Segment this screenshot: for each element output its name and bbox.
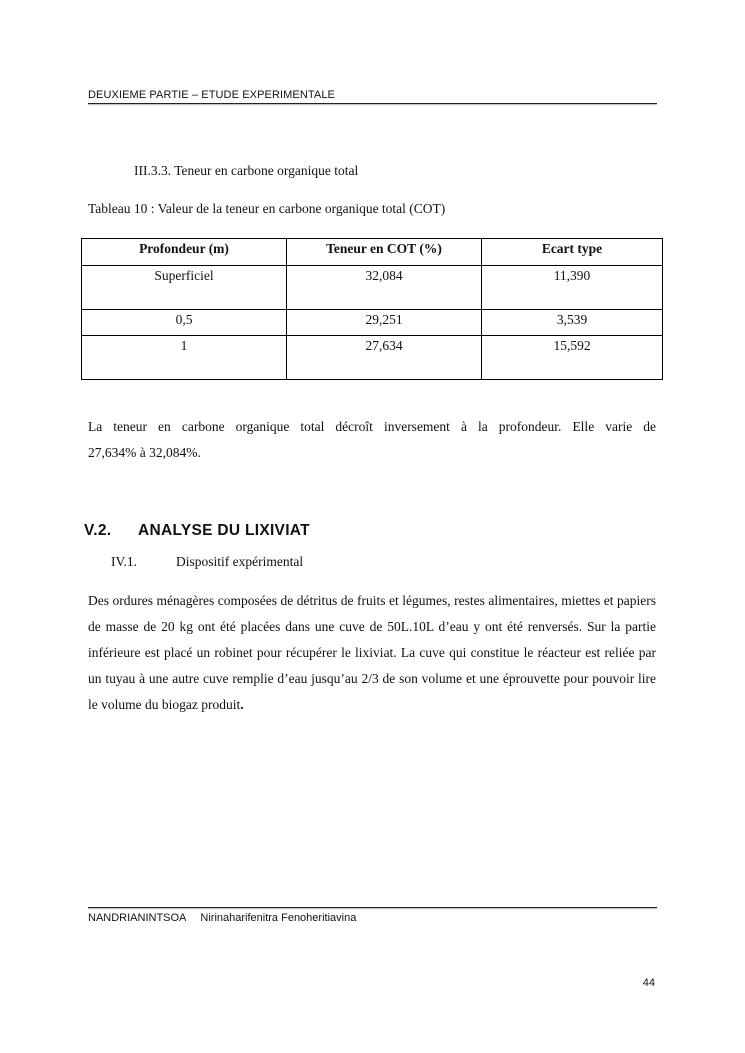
table-row bbox=[82, 266, 663, 310]
paragraph-line: La teneur en carbone organique total décroît inversement à la profondeur. Elle varie de bbox=[88, 419, 656, 434]
paragraph-text: Des ordures ménagères composées de détritus de fruits et légumes, restes alimentaires, miettes et papiers de masse de 20 kg ont été placées dans une cuve de 50L.10L d’eau y ont été renversés. Sur la partie inférieure est placé un robinet pour récupérer le lixiviat. La cuve qui constitue le réacteur est reliée par un tuyau à une autre cuve remplie d’eau jusqu’au 2/3 de son volume et une éprouvette pour pouvoir lire le volume du biogaz produit bbox=[88, 593, 656, 712]
table-cell: Superficiel bbox=[82, 266, 287, 310]
experimental-setup-paragraph bbox=[88, 588, 656, 718]
table-cell: 32,084 bbox=[287, 266, 482, 310]
header-divider bbox=[88, 103, 657, 104]
section-heading-iv1 bbox=[111, 554, 303, 570]
page-number: 44 bbox=[642, 977, 655, 989]
author-last-name: NANDRIANINTSOA bbox=[88, 912, 187, 924]
table-cell: 3,539 bbox=[482, 310, 663, 336]
section-number: IV.1. bbox=[111, 554, 138, 569]
paragraph-final-period: . bbox=[240, 697, 244, 712]
table-caption: Tableau 10 : Valeur de la teneur en carbone organique total (COT) bbox=[88, 201, 446, 216]
section-heading-3-3: III.3.3. Teneur en carbone organique total bbox=[134, 163, 359, 178]
table-cell: 11,390 bbox=[482, 266, 663, 310]
author-first-names: Nirinaharifenitra Fenoheritiavina bbox=[200, 912, 357, 924]
table-row bbox=[82, 310, 663, 336]
section-title: Dispositif expérimental bbox=[176, 554, 304, 569]
table-cell: 29,251 bbox=[287, 310, 482, 336]
table-header-row bbox=[82, 239, 663, 266]
section-number: V.2. bbox=[84, 522, 112, 539]
table-header-cell: Ecart type bbox=[482, 239, 663, 266]
running-header: DEUXIEME PARTIE – ETUDE EXPERIMENTALE bbox=[88, 89, 335, 101]
footer-divider bbox=[88, 907, 657, 908]
section-heading-v2 bbox=[84, 522, 310, 540]
table-cell: 0,5 bbox=[82, 310, 287, 336]
table-cell: 15,592 bbox=[482, 336, 663, 380]
table-row bbox=[82, 336, 663, 380]
footer-author bbox=[88, 912, 356, 924]
section-title: ANALYSE DU LIXIVIAT bbox=[138, 522, 310, 539]
table-header-cell: Profondeur (m) bbox=[82, 239, 287, 266]
table-cell: 1 bbox=[82, 336, 287, 380]
paragraph-line: 27,634% à 32,084%. bbox=[88, 445, 201, 460]
cot-table bbox=[81, 238, 663, 380]
table-cell: 27,634 bbox=[287, 336, 482, 380]
cot-paragraph bbox=[88, 414, 656, 466]
table-header-cell: Teneur en COT (%) bbox=[287, 239, 482, 266]
